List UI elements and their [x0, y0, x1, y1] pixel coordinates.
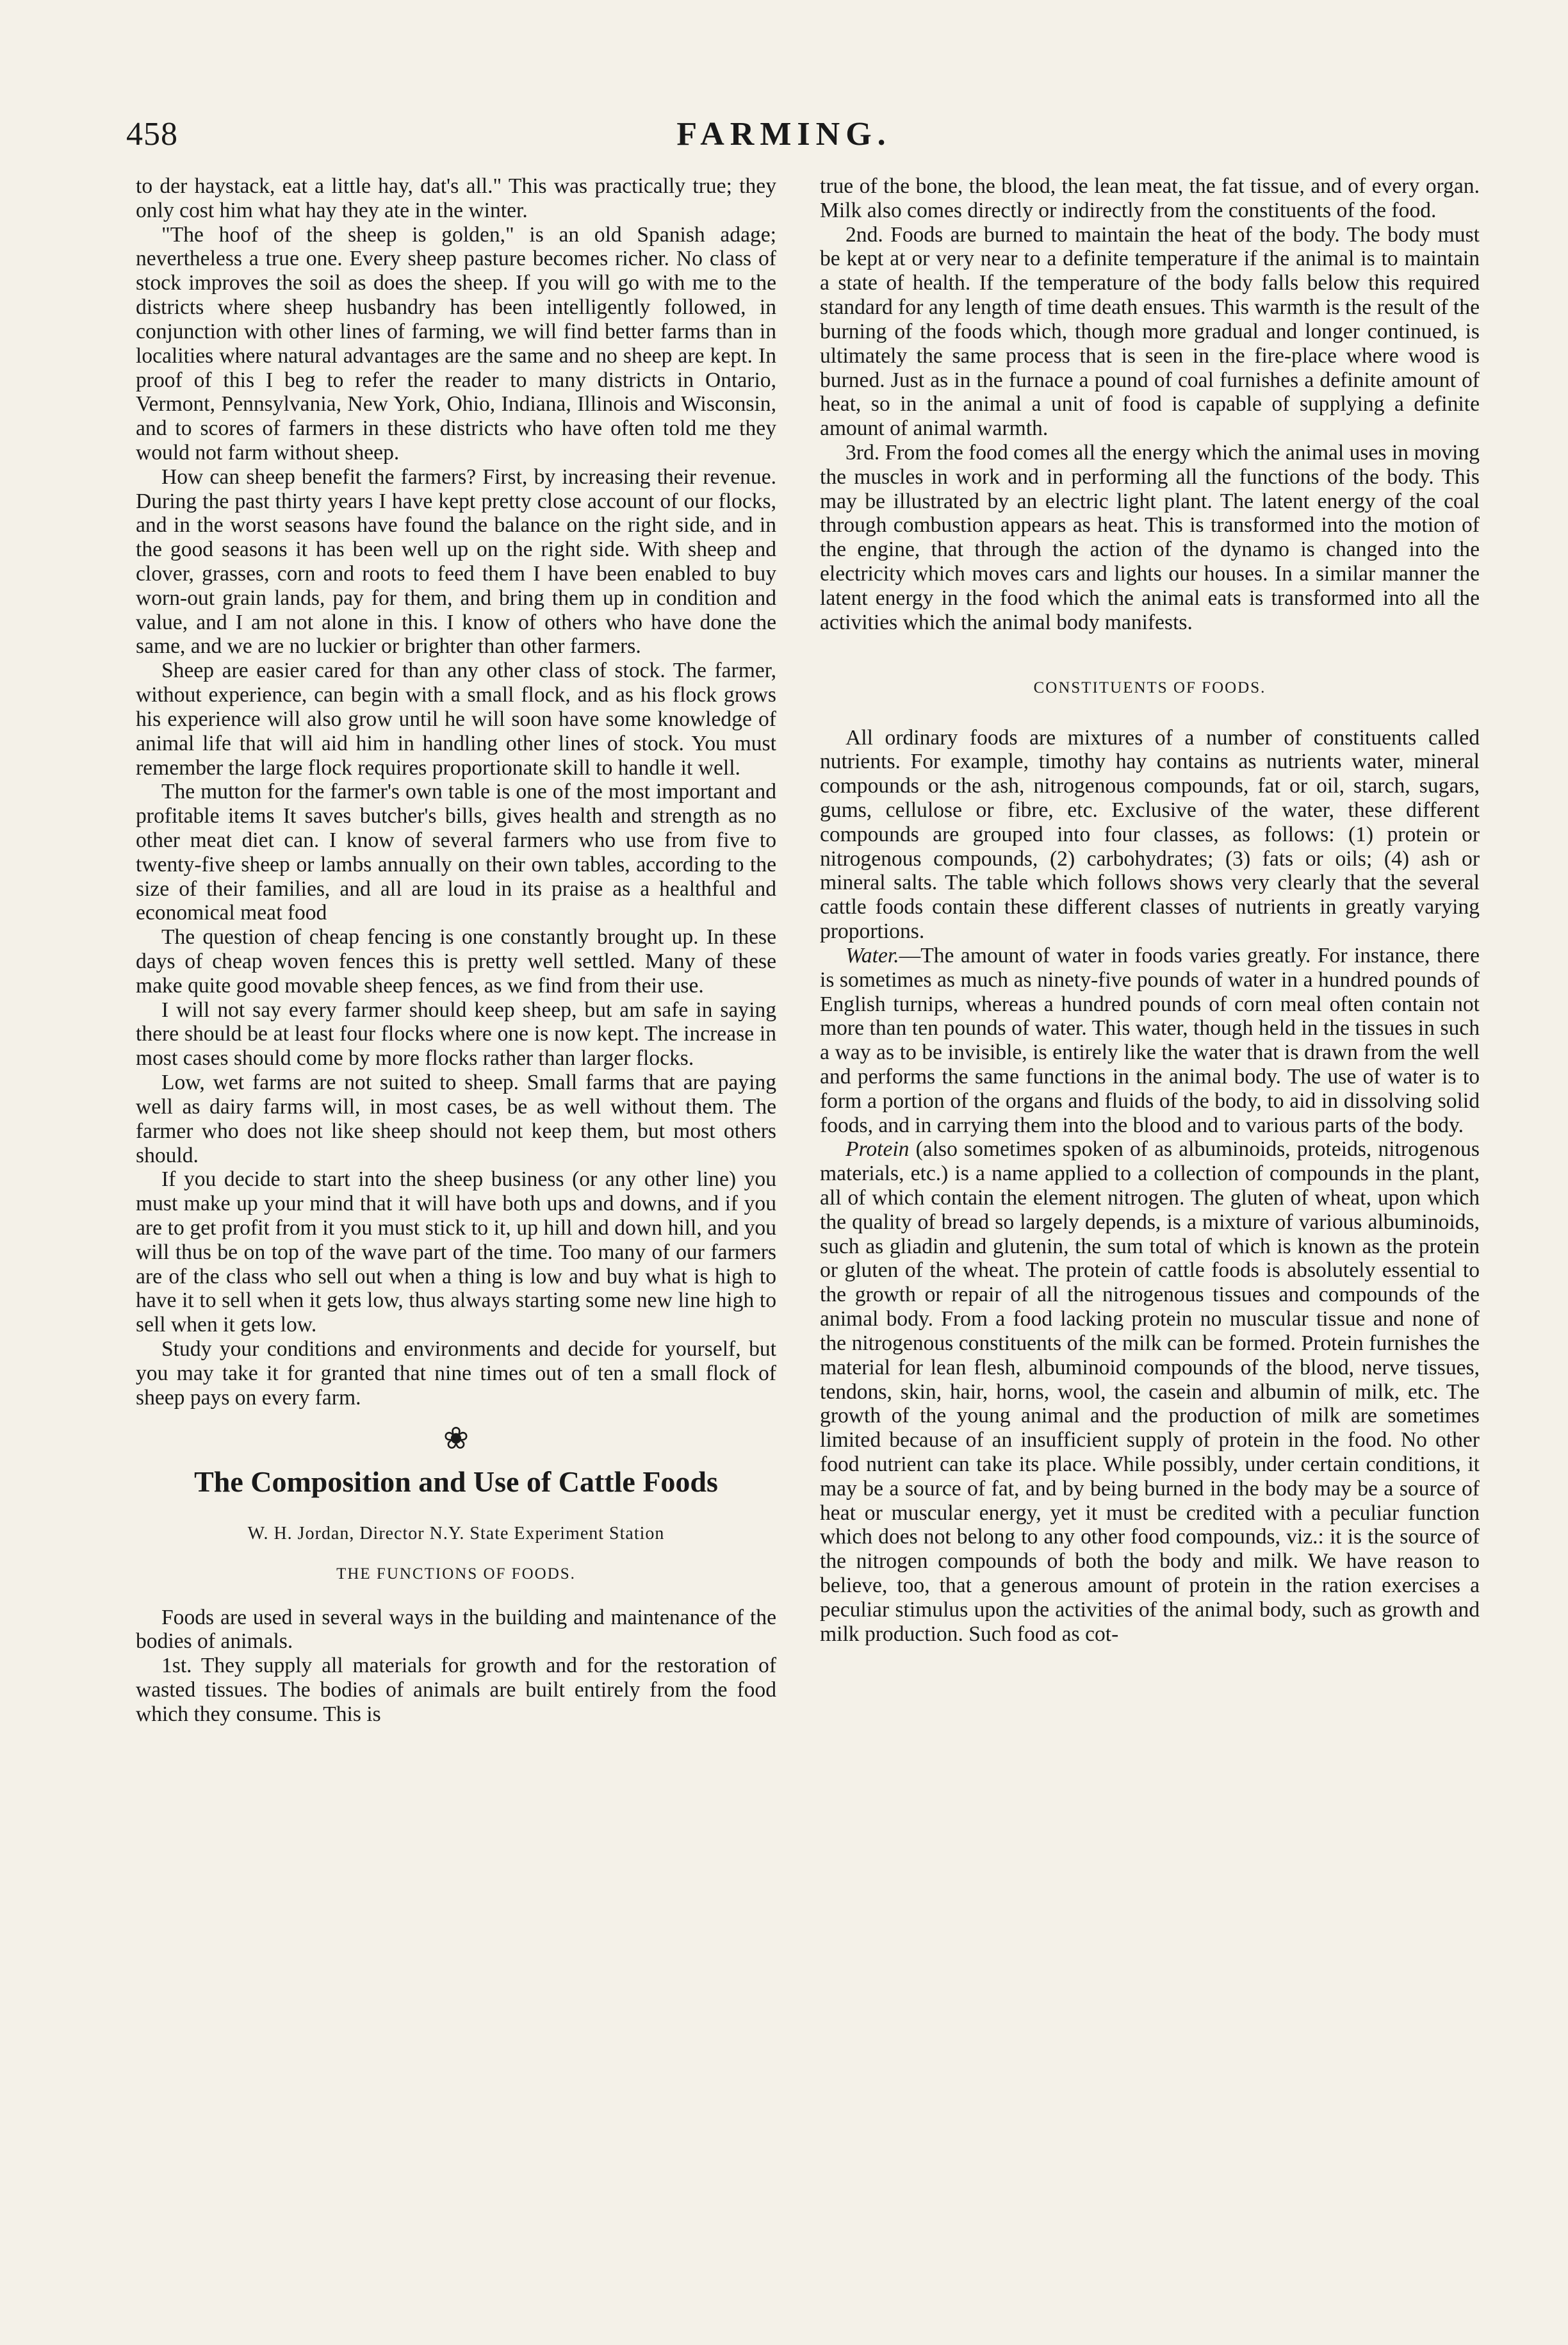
ornament-icon: ❀	[443, 1422, 470, 1456]
paragraph: 3rd. From the food comes all the energy which the animal uses in moving the muscles in work and in performing all the functions of the body. This may be illustrated by an electric light plant. The latent energy of the coal through combustion appears as heat. This is transformed into the motion of the engine, that through the action of the dynamo is changed into the electricity which moves cars and lights our houses. In a similar manner the latent energy in the food which the animal eats is transformed into all the activities which the animal body manifests.	[820, 440, 1480, 634]
section-heading-constituents: CONSTITUENTS OF FOODS.	[1033, 679, 1266, 697]
paragraph: If you decide to start into the sheep business (or any other line) you must make up your mind that it will have both ups and downs, and if you are to get profit from it you must stick to it, up hill and down hill, and you will thus be on top of the wave part of the time. Too many of our farmers are of the class who sell out when a thing is low and buy what is high to have it to sell when it gets low, thus always starting some new line high to sell when it gets low.	[136, 1167, 776, 1337]
paragraph: Low, wet farms are not suited to sheep. Small farms that are paying well as dairy farms will, in most cases, be as well without them. The farmer who does not like sheep should not keep them, but most others should.	[136, 1071, 776, 1167]
paragraph-protein	[820, 1137, 1480, 1646]
paragraph: How can sheep benefit the farmers? First, by increasing their revenue. During the past thirty years I have kept pretty close account of our flocks, and in the worst seasons have found the balance on the right side, and in the good seasons it has been well up on the right side. With sheep and clover, grasses, corn and roots to feed them I have been enabled to buy worn-out grain lands, pay for them, and bring them up in condition and value, and I am not alone in this. I know of others who have done the same, and we are no luckier or brighter than other farmers.	[136, 465, 776, 659]
section-heading-functions: THE FUNCTIONS OF FOODS.	[336, 1565, 576, 1583]
paragraph: I will not say every farmer should keep sheep, but am safe in saying there should be at least four flocks where one is now kept. The increase in most cases should come by more flocks rather than larger flocks.	[136, 998, 776, 1071]
right-column	[820, 174, 1480, 1646]
paragraph: The mutton for the farmer's own table is one of the most important and profitable items It saves butcher's bills, gives health and strength as no other meat diet can. I know of several farmers who use from five to twenty-five sheep or lambs annually on their own tables, according to the size of their families, and all are loud in its praise as a healthful and economical meat food	[136, 780, 776, 925]
byline: W. H. Jordan, Director N.Y. State Experiment Station	[247, 1523, 665, 1543]
paragraph-text: (also sometimes spoken of as albuminoids, proteids, nitrogenous materials, etc.) is a name applied to a collection of compounds in the plant, all of which contain the element nitrogen. The gluten of wheat, upon which the quality of bread so largely depends, is a mixture of various albuminoids, such as gliadin and glutenin, the sum total of which is known as the protein or gluten of the wheat. The protein of cattle foods is absolutely essential to the growth or repair of all the nitrogenous tissues and compounds of the animal body. From a food lacking protein no muscular tissue and none of the nitrogenous constituents of the milk can be formed. Protein furnishes the material for lean flesh, albuminoid compounds of the blood, nerve tissues, tendons, skin, hair, horns, wool, the casein and albumin of milk, etc. The growth of the young animal and the production of milk are sometimes limited because of an insufficient supply of protein in the food. No other food nutrient can take its place. While possibly, under certain conditions, it may be a source of fat, and by being burned in the body may be a source of heat or muscular energy, yet it must be credited with a peculiar function which does not belong to any other food compounds, viz.: it is the source of the nitrogen compounds of both the body and milk. We have reason to believe, too, that a generous amount of protein in the ration exercises a peculiar stimulus upon the activities of the animal body, such as growth and milk production. Such food as cot-	[820, 1137, 1480, 1646]
paragraph: All ordinary foods are mixtures of a number of constituents called nutrients. For example, timothy hay contains as nutrients water, mineral compounds or the ash, nitrogenous compounds, fat or oil, starch, sugars, gums, cellulose or fibre, etc. Exclusive of the water, these different compounds are grouped into four classes, as follows: (1) protein or nitrogenous compounds, (2) carbohydrates; (3) fats or oils; (4) ash or mineral salts. The table which follows shows very clearly that the several cattle foods contain these different classes of nutrients in greatly varying proportions.	[820, 725, 1480, 944]
paragraph: 2nd. Foods are burned to maintain the heat of the body. The body must be kept at or very near to a definite temperature if the animal is to maintain a state of health. If the temperature of the body falls below this required standard for any length of time death ensues. This warmth is the result of the burning of the foods which, though more gradual and longer continued, is ultimately the same process that is seen in the fire-place where wood is burned. Just as in the furnace a pound of coal furnishes a definite amount of heat, so in the animal a unit of food is capable of supplying a definite amount of animal warmth.	[820, 222, 1480, 441]
run-in-heading: Water.	[845, 943, 899, 967]
paragraph: Foods are used in several ways in the building and maintenance of the bodies of animals.	[136, 1605, 776, 1654]
paragraph: "The hoof of the sheep is golden," is an old Spanish adage; nevertheless a true one. Every sheep pasture becomes richer. No class of stock improves the soil as does the sheep. If you will go with me to the districts where sheep husbandry has been intelligently followed, in conjunction with other lines of farming, we will find better farms than in localities where natural advantages are the same and no sheep are kept. In proof of this I beg to refer the reader to many districts in Ontario, Vermont, Pennsylvania, New York, Ohio, Indiana, Illinois and Wisconsin, and to scores of farmers in these districts who have often told me they would not farm without sheep.	[136, 222, 776, 465]
paragraph: The question of cheap fencing is one constantly brought up. In these days of cheap woven fences this is pretty well settled. Many of these make quite good movable sheep fences, as we find from their use.	[136, 925, 776, 998]
paragraph: 1st. They supply all materials for growth and for the restoration of wasted tissues. The bodies of animals are built entirely from the food which they consume. This is	[136, 1654, 776, 1726]
article-title: The Composition and Use of Cattle Foods	[194, 1465, 718, 1499]
page-number: 458	[126, 116, 178, 152]
left-column	[136, 174, 776, 1727]
paragraph: Sheep are easier cared for than any other class of stock. The farmer, without experience, can begin with a small flock, and as his flock grows his experience will also grow until he will soon have some knowledge of animal life that will aid him in handling other lines of stock. You must remember the large flock requires proportionate skill to handle it well.	[136, 659, 776, 780]
running-title: FARMING.	[676, 116, 892, 152]
run-in-heading: Protein	[845, 1137, 910, 1162]
paragraph: to der haystack, eat a little hay, dat's all." This was practically true; they only cost him what hay they ate in the winter.	[136, 174, 776, 222]
paragraph-water	[820, 944, 1480, 1138]
paragraph: true of the bone, the blood, the lean meat, the fat tissue, and of every organ. Milk also comes directly or indirectly from the constituents of the food.	[820, 174, 1480, 222]
paragraph-text: —The amount of water in foods varies greatly. For instance, there is sometimes as much as ninety-five pounds of water in a hundred pounds of English turnips, whereas a hundred pounds of corn meal often contain not more than ten pounds of water. This water, though held in the tissues in such a way as to be invisible, is entirely like the water that is drawn from the well and performs the same functions in the animal body. The use of water is to form a portion of the organs and fluids of the body, to aid in dissolving solid foods, and in carrying them into the blood and to various parts of the body.	[820, 943, 1480, 1137]
paragraph: Study your conditions and environments and decide for yourself, but you may take it for granted that nine times out of ten a small flock of sheep pays on every farm.	[136, 1337, 776, 1410]
